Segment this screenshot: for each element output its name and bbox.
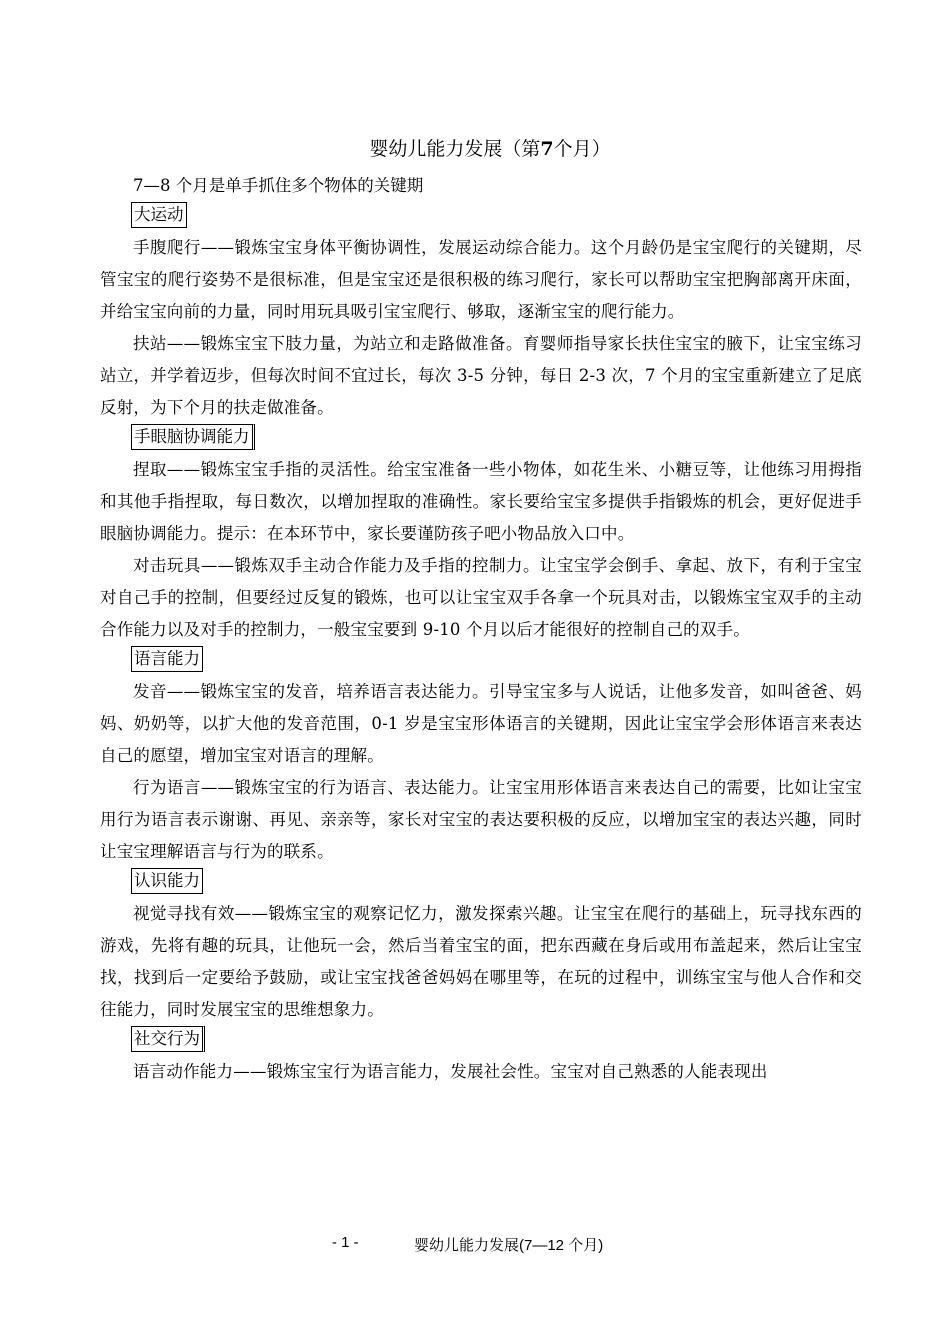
paragraph: 手腹爬行——锻炼宝宝身体平衡协调性，发展运动综合能力。这个月龄仍是宝宝爬行的关键期，尽管宝宝的爬行姿势不是很标准，但是宝宝还是很积极的练习爬行，家长可以帮助宝宝把胸部离开床面，并给宝宝向前的力量，同时用玩具吸引宝宝爬行、够取，逐渐宝宝的爬行能力。 <box>100 238 862 321</box>
paragraph: 对击玩具——锻炼双手主动合作能力及手指的控制力。让宝宝学会倒手、拿起、放下，有利于宝宝对自己手的控制，但要经过反复的锻炼，也可以让宝宝双手各拿一个玩具对击，以锻炼宝宝双手的主动合作能力以及对手的控制力，一般宝宝要到 9-10 个月以后才能很好的控制自己的双手。 <box>100 556 862 639</box>
page-number: - 1 - <box>332 1234 359 1251</box>
paragraph: 捏取——锻炼宝宝手指的灵活性。给宝宝准备一些小物体，如花生米、小糖豆等，让他练习用拇指和其他手指捏取，每日数次，以增加捏取的准确性。家长要给宝宝多提供手指锻炼的机会，更好促进手眼脑协调能力。提示：在本环节中，家长要谨防孩子吧小物品放入口中。 <box>100 460 862 543</box>
paragraph: 行为语言——锻炼宝宝的行为语言、表达能力。让宝宝用形体语言来表达自己的需要，比如让宝宝用行为语言表示谢谢、再见、亲亲等，家长对宝宝的表达要积极的反应，以增加宝宝的表达兴趣，同时让宝宝理解语言与行为的联系。 <box>100 778 862 861</box>
footer-title: 婴幼儿能力发展(7—12 个月) <box>414 1237 604 1254</box>
document-body <box>100 202 862 1088</box>
page-subtitle: 7—8 个月是单手抓住多个物体的关键期 <box>133 176 424 195</box>
section-heading: 社交行为 <box>131 1026 205 1052</box>
paragraph: 扶站——锻炼宝宝下肢力量，为站立和走路做准备。育婴师指导家长扶住宝宝的腋下，让宝宝练习站立，并学着迈步，但每次时间不宜过长，每次 3-5 分钟，每日 2-3 次，7 个月的宝宝重新建立了足底反射，为下个月的扶走做准备。 <box>100 334 862 417</box>
section-heading: 手眼脑协调能力 <box>131 424 255 450</box>
paragraph: 语言动作能力——锻炼宝宝行为语言能力，发展社会性。宝宝对自己熟悉的人能表现出 <box>133 1062 768 1081</box>
section-heading: 认识能力 <box>131 868 203 894</box>
paragraph: 视觉寻找有效——锻炼宝宝的观察记忆力，激发探索兴趣。让宝宝在爬行的基础上，玩寻找东西的游戏，先将有趣的玩具，让他玩一会，然后当着宝宝的面，把东西藏在身后或用布盖起来，然后让宝宝找，找到后一定要给予鼓励，或让宝宝找爸爸妈妈在哪里等，在玩的过程中，训练宝宝与他人合作和交往能力，同时发展宝宝的思维想象力。 <box>100 904 862 1019</box>
section-heading: 大运动 <box>131 202 187 228</box>
page-title: 婴幼儿能力发展（第7个月） <box>369 138 611 160</box>
paragraph: 发音——锻炼宝宝的发音，培养语言表达能力。引导宝宝多与人说话，让他多发音，如叫爸爸、妈妈、奶奶等，以扩大他的发音范围，0-1 岁是宝宝形体语言的关键期，因此让宝宝学会形体语言来表达自己的愿望，增加宝宝对语言的理解。 <box>100 682 862 765</box>
section-heading: 语言能力 <box>131 646 203 672</box>
